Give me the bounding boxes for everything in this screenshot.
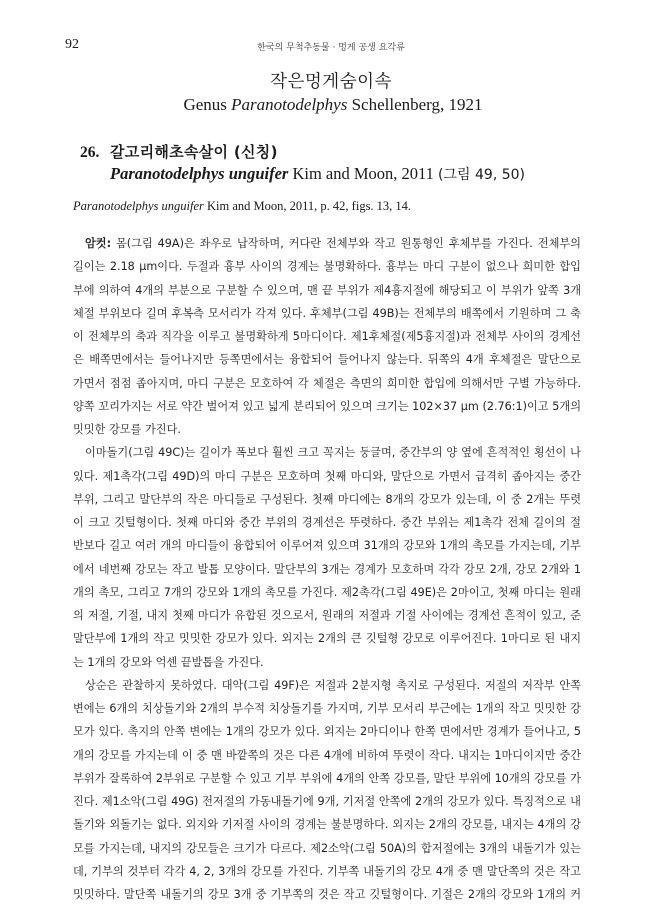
description-text: 밋밋하다. 말단쪽 내돌기의 강모 3개 중 기부쪽의 것은 작고 깃털형이다. 기절은 2개의 강모와 1개의 커 xyxy=(73,888,581,901)
description-text: 말단부에 1개의 작고 밋밋한 강모가 있다. 외지는 2개의 큰 깃털형 강모로 이루어진다. 1마디로 된 내지 xyxy=(73,632,581,646)
description-line xyxy=(73,744,581,767)
description-line xyxy=(73,488,581,511)
description-text: 돌기와 외돌기는 없다. 외지와 기저절 사이의 경계는 불분명하다. 외지는 2개의 강모를, 내지는 4개의 강 xyxy=(73,818,581,832)
description-text: 체절 부위보다 길며 후복측 모서리가 각져 있다. 후체부(그림 49B)는 전체부의 배쪽에서 기원하며 그 축 xyxy=(73,306,581,320)
description-line xyxy=(73,790,581,813)
description-text: 길이는 2.18 μm이다. 두절과 흉부 사이의 경계는 불명확하다. 흉부는 마디 구분이 없으나 희미한 합입 xyxy=(73,260,581,274)
description-line xyxy=(73,302,581,325)
description-text: 부에 의하여 4개의 부분으로 구분할 수 있으며, 맨 끝 부위가 제4흉지절에 해당되고 이 부위가 앞쪽 3개 xyxy=(73,283,581,297)
description-text: 이마돌기(그림 49C)는 길이가 폭보다 훨씬 크고 꼭지는 둥글며, 중간부의 양 옆에 흔적적인 횡선이 나 xyxy=(85,446,581,460)
description-text: 모가 있다. 촉지의 안쪽 변에는 1개의 강모가 있다. 외지는 2마디이나 한쪽 면에서만 경계가 들어나고, 5 xyxy=(73,725,581,739)
description-text: 이 전체부의 축과 직각을 이루고 불명확하게 5마디이다. 제1후체절(제5흉지절)과 전체부 사이의 경계선 xyxy=(73,330,581,343)
genus-latin-title xyxy=(0,95,652,115)
description-line xyxy=(73,465,581,488)
description-text: 상순은 관찰하지 못하였다. 대악(그림 49F)은 저절과 2분지형 촉지로 구성된다. 저절의 저작부 안쪽 xyxy=(85,678,581,692)
species-figure-ref: (그림 49, 50) xyxy=(438,167,525,183)
genus-author-year: Schellenberg, 1921 xyxy=(347,95,483,114)
description-line xyxy=(73,395,581,418)
description-line xyxy=(73,860,581,883)
description-line xyxy=(73,883,581,906)
description-line xyxy=(73,720,581,743)
description-text: 데, 기부의 것부터 각각 4, 2, 3개의 강모를 가진다. 기부쪽 내돌기의 강모 4개 중 맨 말단쪽의 것은 작고 xyxy=(73,864,581,878)
description-line xyxy=(73,837,581,860)
description-text: 양쪽 꼬리가지는 서로 약간 벌어져 있고 넓게 분리되어 있으며 크기는 102×37 μm (2.76:1)이고 5개의 xyxy=(73,399,581,413)
running-header: 한국의 무척추동물 · 멍게 공생 요각류 xyxy=(257,43,405,53)
species-number: 26. xyxy=(80,144,100,161)
description-text: 이 크고 깃털형이다. 첫째 마디와 중간 부위의 경계선은 뚜렷하다. 중간 부위는 제1촉각 전체 길이의 절 xyxy=(73,516,581,529)
description-line xyxy=(73,534,581,557)
description-line xyxy=(73,418,581,441)
description-line xyxy=(73,279,581,302)
description-line xyxy=(73,651,581,674)
genus-korean-title: 작은멍게숨이속 xyxy=(270,72,392,92)
description-text: 밋밋한 강모를 가진다. xyxy=(73,423,181,436)
description-line xyxy=(73,232,581,255)
page-number: 92 xyxy=(65,37,79,52)
description-line xyxy=(73,813,581,836)
species-author-year: Kim and Moon, 2011 xyxy=(288,164,439,183)
description-text: 가면서 점점 좁아지며, 마디 구분은 모호하여 각 체절은 측면의 희미한 합입에 의해서만 구별 가능하다. xyxy=(73,376,581,390)
genus-prefix: Genus xyxy=(183,95,232,114)
description-line xyxy=(73,372,581,395)
description-line xyxy=(73,767,581,790)
description-line xyxy=(73,604,581,627)
description-text: 있다. 제1촉각(그림 49D)의 마디 구분은 모호하며 첫째 마디와, 말단으로 가면서 급격히 좁아지는 중간 xyxy=(73,469,581,483)
description-line xyxy=(73,674,581,697)
species-scientific-line xyxy=(110,164,525,184)
species-heading xyxy=(80,141,278,162)
description-text: 의 저절, 기절, 내지 첫째 마디가 유합된 것으로서, 원래의 저절과 기절 사이에는 경계선 흔적이 있고, 준 xyxy=(73,609,581,622)
description-text: 는 1개의 강모와 억센 끝발톱을 가진다. xyxy=(73,655,264,669)
description-text: 은 배쪽면에서는 들어나지만 등쪽면에서는 융합되어 들어나지 않는다. 뒤쪽의 4개 후체절은 말단으로 xyxy=(73,353,581,367)
synonymy-name: Paranotodelphys unguifer xyxy=(73,199,204,213)
description-line xyxy=(73,511,581,534)
synonymy-reference: Kim and Moon, 2011, p. 42, figs. 13, 14. xyxy=(203,199,412,213)
description-body xyxy=(73,232,581,906)
description-text: 모를 가지는데, 내지의 강모들은 크기가 다르다. 제2소악(그림 50A)의 합저절에는 3개의 내돌기가 있는 xyxy=(73,841,581,855)
description-text: 개의 강모를 가지는데 이 중 맨 바깥쪽의 것은 다른 4개에 비하여 뚜렷이 작다. 내지는 1마디이지만 중간 xyxy=(73,748,581,762)
description-line xyxy=(73,697,581,720)
description-line xyxy=(73,627,581,650)
sex-label: 암컷: xyxy=(85,237,112,250)
genus-latin-name: Paranotodelphys xyxy=(231,95,348,114)
description-text: 반보다 길고 여러 개의 마디들이 융합되어 이루어져 있으며 31개의 강모와 1개의 촉모를 가지는데, 기부 xyxy=(73,539,581,553)
description-line xyxy=(73,441,581,464)
description-line xyxy=(73,255,581,278)
species-korean-name: 갈고리해초속살이 (신칭) xyxy=(110,143,278,161)
description-line xyxy=(73,325,581,348)
description-line xyxy=(73,581,581,604)
species-scientific-name: Paranotodelphys unguifer xyxy=(110,164,289,183)
description-text: 진다. 제1소악(그림 49G) 전저절의 가동내돌기에 9개, 기저절 안쪽에 2개의 강모가 있다. 특징적으로 내 xyxy=(73,795,581,808)
description-text: 몸(그림 49A)은 좌우로 납작하며, 커다란 전체부와 작고 원통형인 후체부를 가진다. 전체부의 xyxy=(111,237,581,250)
description-text: 부위, 그리고 말단부의 작은 마디들로 구성된다. 첫째 마디에는 8개의 강모가 있는데, 이 중 2개는 뚜렷 xyxy=(73,492,581,506)
description-text: 변에는 6개의 치상돌기와 2개의 부수적 치상돌기를 가지며, 기부 모서리 부근에는 1개의 작고 밋밋한 강 xyxy=(73,702,581,715)
synonymy-citation xyxy=(73,199,411,214)
description-text: 에서 네번째 강모는 작고 발톱 모양이다. 말단부의 3개는 경계가 모호하며 각각 강모 2개, 강모 2개와 1 xyxy=(73,562,581,576)
description-line xyxy=(73,558,581,581)
description-text: 부위가 잘록하여 2부위로 구분할 수 있고 기부 부위에 4개의 안쪽 강모를, 말단 부위에 10개의 강모를 가 xyxy=(73,771,581,785)
description-line xyxy=(73,348,581,371)
description-text: 개의 촉모, 그리고 7개의 강모와 1개의 촉모를 가진다. 제2촉각(그림 49E)은 2마이고, 첫째 마디는 원래 xyxy=(73,585,581,599)
